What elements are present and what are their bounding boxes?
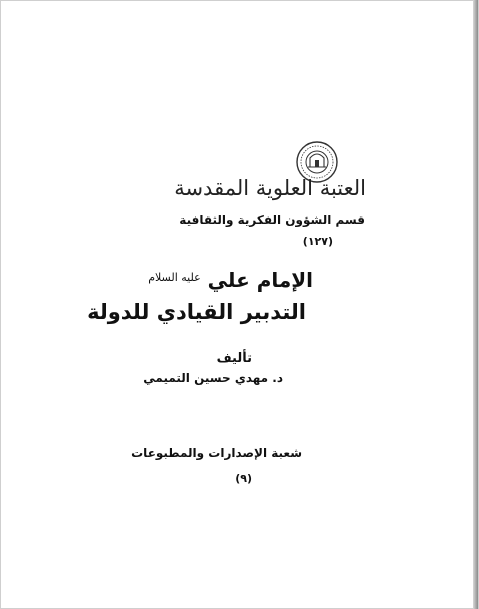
salutation-mark: عليه السلام	[148, 271, 201, 284]
series-number: (١٢٧)	[302, 235, 333, 248]
page-edge-shadow	[473, 0, 478, 609]
author-name: د. مهدي حسين التميمي	[143, 371, 283, 385]
publisher-name: العتبة العلوية المقدسة	[174, 176, 366, 200]
book-title-line1	[148, 268, 313, 292]
publishing-division: شعبة الإصدارات والمطبوعات	[131, 446, 302, 460]
book-title-line2: التدبير القيادي للدولة	[87, 300, 306, 324]
book-title-main: الإمام علي	[207, 268, 313, 292]
authorship-label: تأليف	[216, 351, 252, 366]
department-name: قسم الشؤون الفكرية والثقافية	[179, 213, 365, 227]
division-number: (٩)	[235, 472, 252, 485]
